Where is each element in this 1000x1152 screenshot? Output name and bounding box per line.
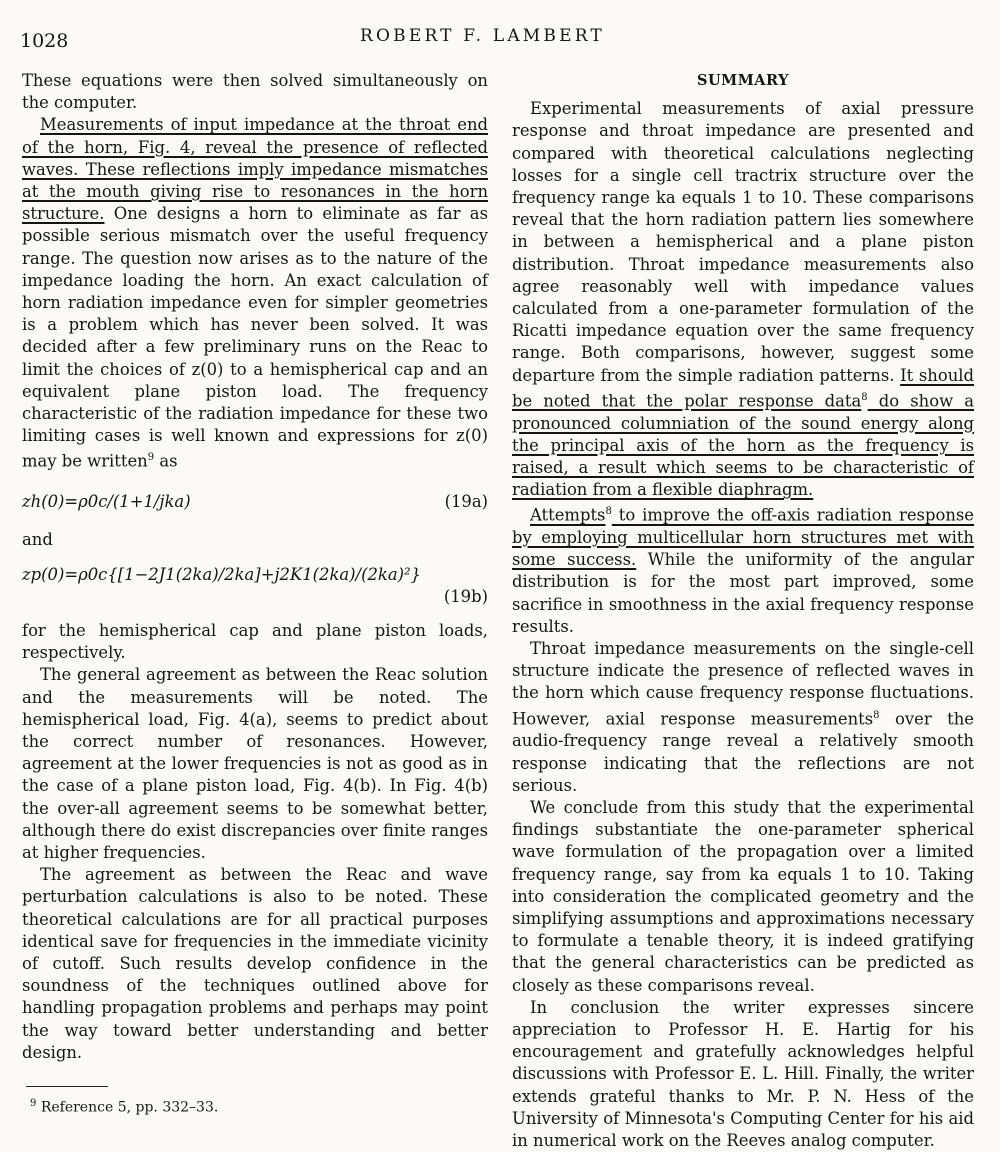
paragraph [512,98,974,501]
equation-number: (19a) [444,492,488,512]
paragraph: In conclusion the writer expresses sincere appreciation to Professor H. E. Hartig for his encouragement and gratefully acknowledges helpful discussions with Professor E. L. Hill. Finally, the writer extends grateful thanks to Mr. P. N. Hess of the University of Minnesota's Computing Center for his aid in numerical work on the Reeves analog computer. [512,997,974,1150]
equation-19a [22,491,488,513]
right-column [512,70,974,1152]
underlined-text: Attempts [530,505,606,525]
paragraph [22,114,488,473]
paragraph: The general agreement as between the Reac solution and the measurements will be noted. The hemispherical load, Fig. 4(a), seems to predict about the correct number of resonances. However, agreement at the lower frequencies is not as good as in the case of a plane piston load, Fig. 4(b). In Fig. 4(b) the over-all agreement seems to be somewhat better, although there do exist discrepancies over finite ranges at higher frequencies. [22,665,488,862]
paragraph: The agreement as between the Reac and wave perturbation calculations is also to be noted. These theoretical calculations are for all practical purposes identical save for frequencies in the immediate vicinity of cutoff. Such results develop confidence in the soundness of the techniques outlined above for handling propagation problems and perhaps may point the way toward better understanding and better design. [22,865,488,1062]
paragraph: We conclude from this study that the experimental findings substantiate the one-parameter spherical wave formulation of the propagation over a limited frequency range, say from ka equals 1 to 10. Taking into consideration the complicated geometry and the simplifying assumptions and approximations necessary to formulate a tenable theory, it is indeed gratifying that the general characteristics can be predicted as closely as these comparisons reveal. [512,797,974,995]
underlined-text: It should be noted that the polar response data [512,365,974,411]
running-head: ROBERT F. LAMBERT [360,26,605,46]
text: Experimental measurements of axial pressure response and throat impedance are presented and compared with theoretical calculations neglecting losses for a single cell tractrix structure over the frequency range ka equals 1 to 10. These comparisons reveal that the horn radiation pattern lies somewhere in between a hemispherical and a plane piston distribution. Throat impedance measurements also agree reasonably well with impedance values calculated from a one-parameter formulation of the Ricatti impedance equation over the same frequency range. Both comparisons, however, suggest some departure from the simple radiation patterns. [512,99,974,385]
footnote-text: Reference 5, pp. 332–33. [36,1099,219,1116]
underlined-text: to improve the off-axis radiation response by employing multicellular horn structures met with some success. [512,505,974,570]
equation: zp(0)=ρ0c{[1−2J1(2ka)/2ka]+j2K1(2ka)/(2ka)²} [22,564,421,584]
text: Throat impedance measurements on the single-cell structure indicate the presence of reflected waves in the horn which cause frequency response fluctuations. However, axial response measurements [512,639,974,729]
footnote-ref: 8 [861,391,868,403]
paragraph: These equations were then solved simultaneously on the computer. [22,71,488,113]
footnote-divider [26,1086,108,1087]
equation-19b [22,564,488,608]
equation-number: (19b) [443,586,488,606]
text: over the audio-frequency range reveal a relatively smooth response indicating that the reflections are not serious. [512,709,974,795]
left-column [22,70,488,1119]
text: One designs a horn to eliminate as far as possible serious mismatch over the useful frequency range. The question now arises as to the nature of the impedance loading the horn. An exact calculation of horn radiation impedance even for simpler geometries is a problem which has never been solved. It was decided after a few preliminary runs on the Reac to limit the choices of z(0) to a hemispherical cap and an equivalent plane piston load. The frequency characteristic of the radiation impedance for these two limiting cases is well known and expressions for z(0) may be written [22,204,488,471]
text: as [154,451,178,471]
section-heading: SUMMARY [697,72,789,89]
footnote-ref: 8 [873,709,880,721]
footnote-ref: 9 [147,452,155,464]
footnote-mark: 9 [30,1098,37,1109]
underlined-text: do show a pronounced columniation of the sound energy along the principal axis of the horn as the frequency is raised, a result which seems to be characteristic of radiation from a flexible diaphragm. [512,391,974,500]
paragraph: for the hemispherical cap and plane piston loads, respectively. [22,620,488,663]
equation: zh(0)=ρ0c/(1+1/jka) [22,492,191,512]
footnote [22,1093,488,1119]
paragraph [512,638,974,797]
conjunction: and [22,530,53,550]
text: While the uniformity of the angular distribution is for the most part improved, some sacrifice in smoothness in the axial frequency response results. [512,550,974,636]
page-number: 1028 [20,30,69,52]
footnote-ref: 8 [605,506,612,518]
underlined-text: Measurements of input impedance at the throat end of the horn, Fig. 4, reveal the presence of reflected waves. These reflections imply impedance mismatches at the mouth giving rise to resonances in the horn structure. [22,115,488,224]
paragraph [512,501,974,638]
